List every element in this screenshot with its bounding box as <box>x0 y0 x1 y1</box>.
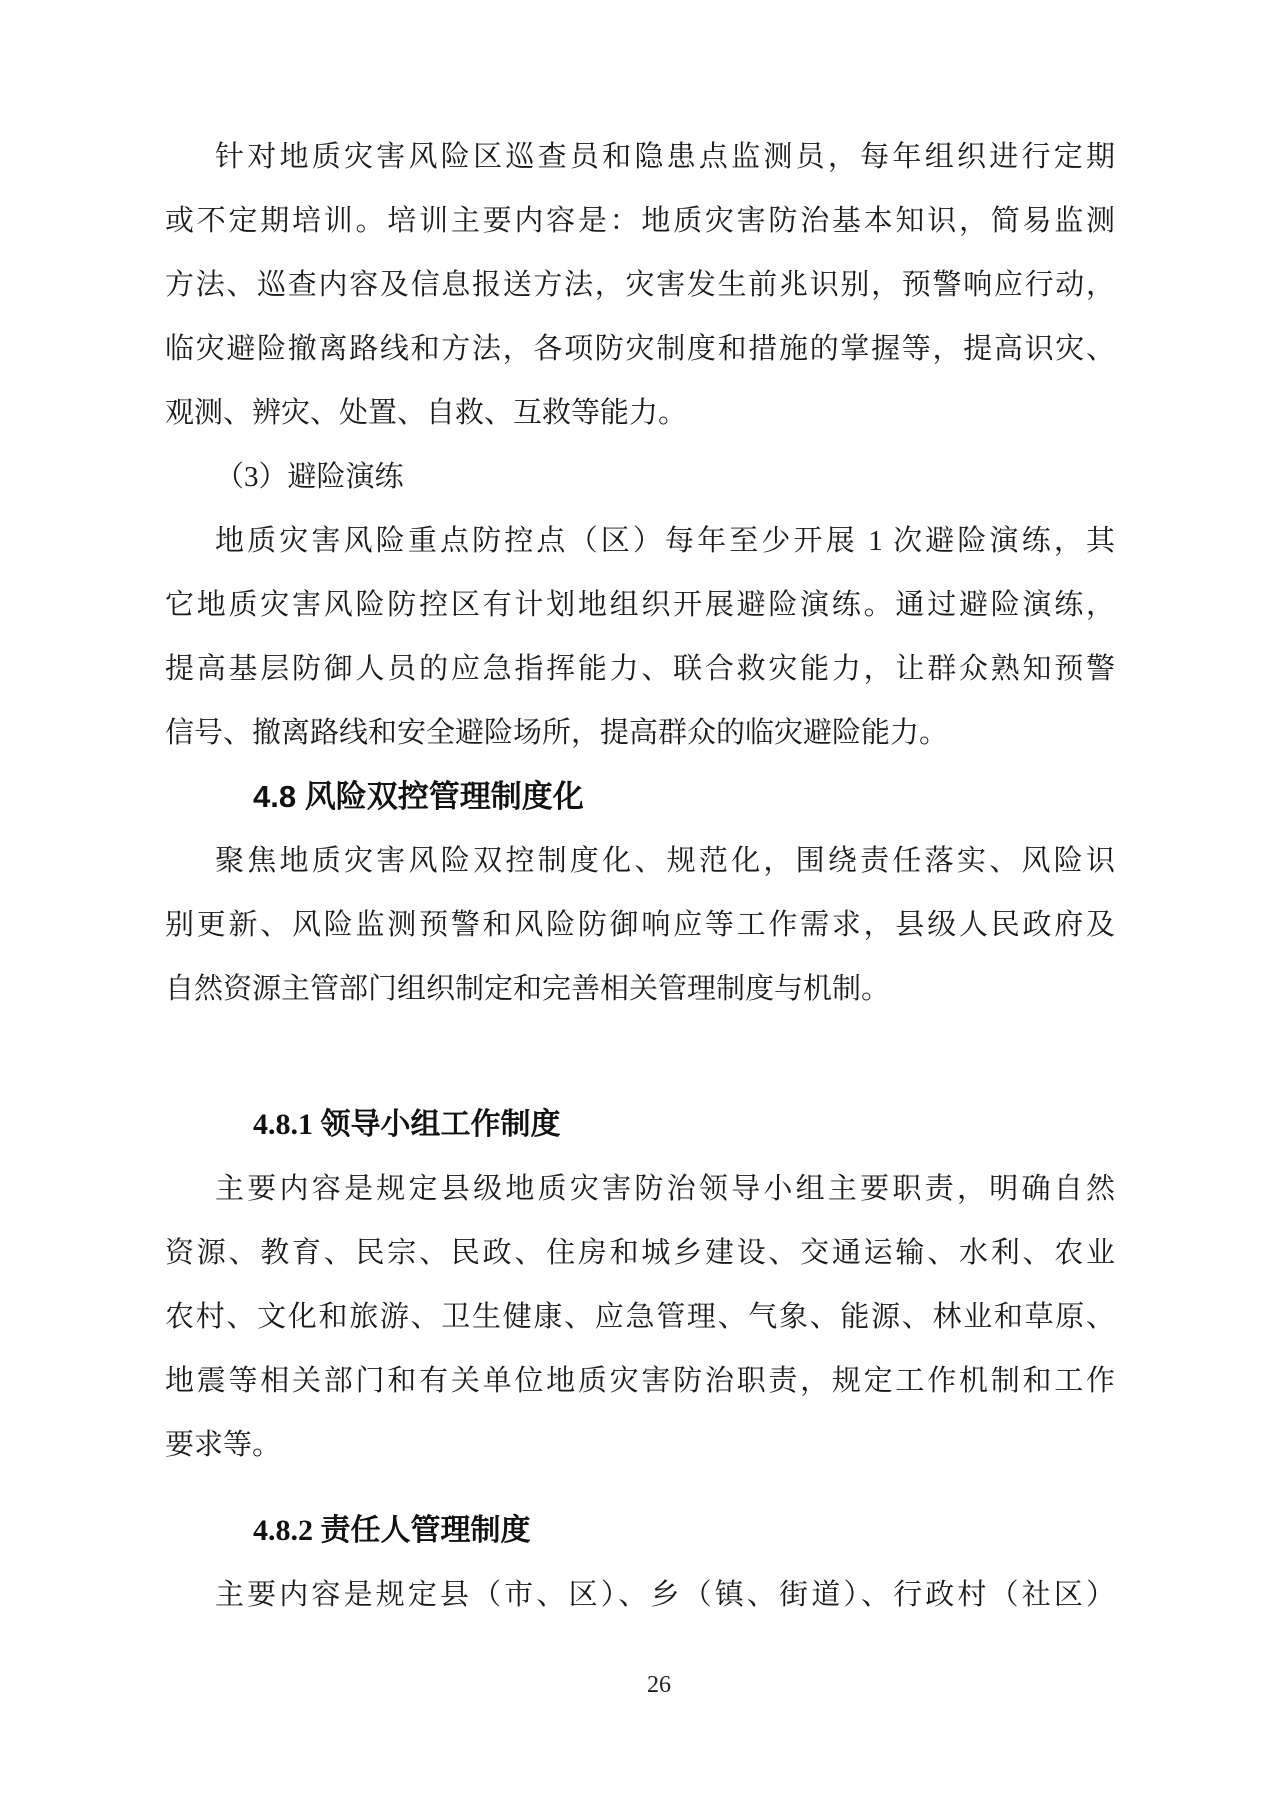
section-heading-4-8: 4.8 风险双控管理制度化 <box>253 779 584 814</box>
paragraph-institutionalization <box>165 829 1115 1021</box>
body-line: 聚焦地质灾害风险双控制度化、规范化，围绕责任落实、风险识 <box>215 845 1115 877</box>
section-heading-4-8-1: 4.8.1 领导小组工作制度 <box>253 1108 561 1141</box>
body-line: 资源、教育、民宗、民政、住房和城乡建设、交通运输、水利、农业 <box>165 1237 1115 1269</box>
body-line: 农村、文化和旅游、卫生健康、应急管理、气象、能源、林业和草原、 <box>165 1301 1115 1333</box>
body-line: 信号、撤离路线和安全避险场所，提高群众的临灾避险能力。 <box>165 717 949 749</box>
body-line: 别更新、风险监测预警和风险防御响应等工作需求，县级人民政府及 <box>165 909 1115 941</box>
body-line: 方法、巡查内容及信息报送方法，灾害发生前兆识别，预警响应行动， <box>165 269 1115 301</box>
body-line: 自然资源主管部门组织制定和完善相关管理制度与机制。 <box>165 973 891 1005</box>
document-body <box>165 125 1115 1627</box>
body-line: 临灾避险撤离路线和方法，各项防灾制度和措施的掌握等，提高识灾、 <box>165 333 1115 365</box>
paragraph-responsible-person <box>165 1563 1115 1627</box>
body-line: 地震等相关部门和有关单位地质灾害防治职责，规定工作机制和工作 <box>165 1365 1115 1397</box>
body-line: 主要内容是规定县（市、区）、乡（镇、街道）、行政村（社区） <box>215 1579 1115 1611</box>
body-line: 要求等。 <box>165 1429 282 1461</box>
page-number: 26 <box>647 1672 671 1698</box>
paragraph-training <box>165 125 1115 445</box>
body-line: 或不定期培训。培训主要内容是：地质灾害防治基本知识，简易监测 <box>165 205 1115 237</box>
list-item-avoidance-drill: （3）避险演练 <box>215 461 404 493</box>
body-line: 观测、辨灾、处置、自救、互救等能力。 <box>165 397 688 429</box>
body-line: 它地质灾害风险防控区有计划地组织开展避险演练。通过避险演练， <box>165 589 1115 621</box>
body-line: 针对地质灾害风险区巡查员和隐患点监测员，每年组织进行定期 <box>215 141 1115 173</box>
section-heading-4-8-2: 4.8.2 责任人管理制度 <box>253 1514 531 1547</box>
paragraph-drill-details <box>165 509 1115 765</box>
body-line: 主要内容是规定县级地质灾害防治领导小组主要职责，明确自然 <box>215 1173 1115 1205</box>
body-line: 提高基层防御人员的应急指挥能力、联合救灾能力，让群众熟知预警 <box>165 653 1115 685</box>
body-line: 地质灾害风险重点防控点（区）每年至少开展 1 次避险演练，其 <box>215 525 1115 557</box>
paragraph-leading-group-duties <box>165 1157 1115 1477</box>
